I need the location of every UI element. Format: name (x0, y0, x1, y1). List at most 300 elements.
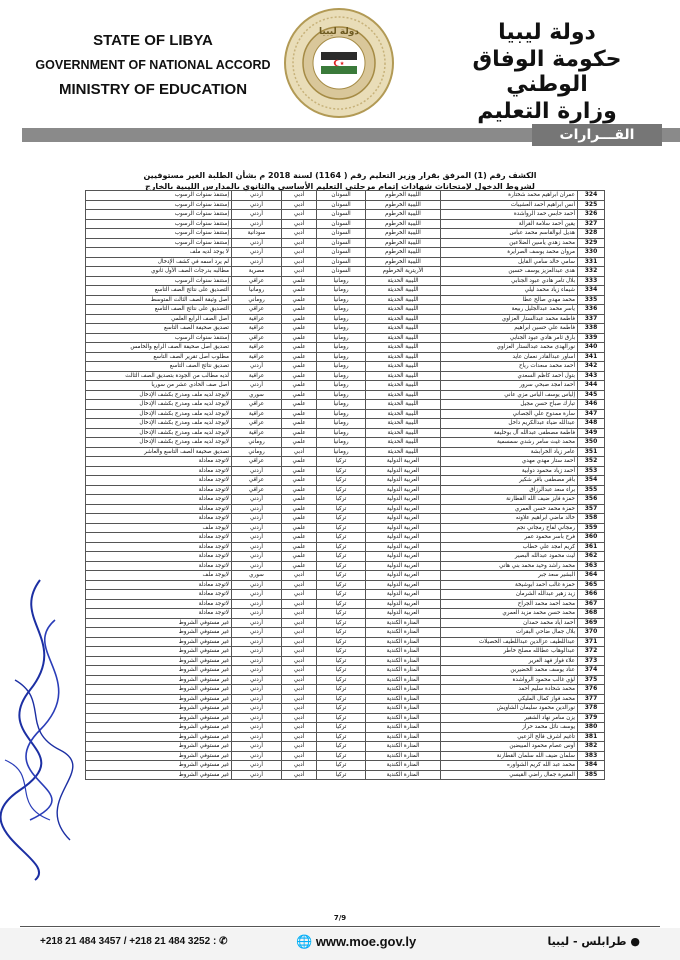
student-name-cell: ليث محمود عبدالله البصير (441, 552, 578, 562)
note-cell: غير مستوفي الشروط (86, 666, 232, 676)
country-cell: رومانيا (317, 295, 366, 305)
school-name-cell: المنارة الكندية (366, 618, 441, 628)
branch-cell: أدبي (282, 238, 317, 248)
note-cell: إستنفذ سنوات الرسوب (86, 200, 232, 210)
country-cell: تركيا (317, 742, 366, 752)
table-row (86, 371, 605, 381)
branch-cell: أدبي (282, 637, 317, 647)
student-name-cell: محمد مهدي صالح عطا (441, 295, 578, 305)
student-name-cell: بلال جمال ضاحي البقرات (441, 628, 578, 638)
table-row (86, 267, 605, 277)
school-name-cell: العربية الدولية (366, 552, 441, 562)
student-name-cell: عامر زياد الخرابشة (441, 447, 578, 457)
school-name-cell: الليبية الحديثة (366, 343, 441, 353)
table-row (86, 219, 605, 229)
row-number-cell: 341 (578, 352, 605, 362)
note-cell: غير مستوفي الشروط (86, 637, 232, 647)
note-cell: إستنفذ سنوات الرسوب (86, 191, 232, 201)
table-row (86, 514, 605, 524)
country-cell: تركيا (317, 599, 366, 609)
government-name-en: GOVERNMENT OF NATIONAL ACCORD (35, 58, 271, 72)
row-number-cell: 366 (578, 590, 605, 600)
branch-cell: علمي (282, 514, 317, 524)
student-name-cell: أوس عصام محمود المبيضين (441, 742, 578, 752)
nationality-cell: أردني (232, 381, 282, 391)
country-cell: تركيا (317, 732, 366, 742)
school-name-cell: المنارة الكندية (366, 713, 441, 723)
note-cell: تصديق صحيفة الصف التاسع والعاشر (86, 447, 232, 457)
country-cell: تركيا (317, 628, 366, 638)
nationality-cell: أردني (232, 191, 282, 201)
branch-cell: علمي (282, 400, 317, 410)
branch-cell: علمي (282, 305, 317, 315)
school-name-cell: الليبية الخرطوم (366, 200, 441, 210)
branch-cell: أدبي (282, 761, 317, 771)
note-cell: تصديق أصل صحيفة الصف الرابع والخامس (86, 343, 232, 353)
country-cell: تركيا (317, 770, 366, 780)
table-row (86, 685, 605, 695)
student-name-cell: أحمد ستار مهدي مهدي (441, 457, 578, 467)
note-cell: أصل وثيقة الصف الثالث المتوسط (86, 295, 232, 305)
row-number-cell: 324 (578, 191, 605, 201)
student-name-cell: حمزة فايز ضيف الله القطارنة (441, 495, 578, 505)
student-name-cell: أحمد امجد صبحي سرور (441, 381, 578, 391)
school-name-cell: العربية الدولية (366, 514, 441, 524)
table-row (86, 343, 605, 353)
table-row (86, 324, 605, 334)
nationality-cell: أردني (232, 685, 282, 695)
school-name-cell: العربية الدولية (366, 466, 441, 476)
branch-cell: أدبي (282, 447, 317, 457)
note-cell: إستنفذ سنوات الرسوب (86, 210, 232, 220)
table-row (86, 229, 605, 239)
row-number-cell: 367 (578, 599, 605, 609)
country-cell: تركيا (317, 571, 366, 581)
note-cell: لاتوجد معادلة (86, 466, 232, 476)
branch-cell: أدبي (282, 618, 317, 628)
student-name-cell: محمد أحمد محمد الجراح (441, 599, 578, 609)
school-name-cell: الليبية الحديثة (366, 352, 441, 362)
row-number-cell: 369 (578, 618, 605, 628)
country-cell: تركيا (317, 580, 366, 590)
nationality-cell: أردني (232, 694, 282, 704)
branch-cell: علمي (282, 295, 317, 305)
branch-cell: أدبي (282, 742, 317, 752)
location-icon: ● (630, 935, 640, 948)
table-row (86, 485, 605, 495)
note-cell: أصل صف الحادي عشر من سوريا (86, 381, 232, 391)
row-number-cell: 349 (578, 428, 605, 438)
nationality-cell: أردني (232, 751, 282, 761)
branch-cell: علمي (282, 362, 317, 372)
nationality-cell: أردني (232, 761, 282, 771)
school-name-cell: الليبية الحديثة (366, 286, 441, 296)
country-cell: السودان (317, 267, 366, 277)
school-name-cell: الليبية الحديثة (366, 409, 441, 419)
country-cell: تركيا (317, 647, 366, 657)
nationality-cell: عراقية (232, 324, 282, 334)
nationality-cell: أردني (232, 238, 282, 248)
country-cell: تركيا (317, 618, 366, 628)
row-number-cell: 358 (578, 514, 605, 524)
nationality-cell: عراقية (232, 343, 282, 353)
note-cell: لم يرد اسمه في كشف الإدخال (86, 257, 232, 267)
country-cell: تركيا (317, 761, 366, 771)
row-number-cell: 379 (578, 713, 605, 723)
school-name-cell: الليبية الحديثة (366, 428, 441, 438)
branch-cell: أدبي (282, 713, 317, 723)
nationality-cell: أردني (232, 542, 282, 552)
nationality-cell: سوري (232, 571, 282, 581)
row-number-cell: 332 (578, 267, 605, 277)
note-cell: لايوجد لديه ملف ومدرج بكشف الإدخال (86, 400, 232, 410)
school-name-cell: المنارة الكندية (366, 637, 441, 647)
student-name-cell: تاغيم اشرف فالح الزعبي (441, 732, 578, 742)
table-row (86, 504, 605, 514)
student-name-cell: فاطمة علي حسين ابراهيم (441, 324, 578, 334)
nationality-cell: رومانيا (232, 286, 282, 296)
phone-icon: ✆ (219, 936, 228, 947)
school-name-cell: الليبية الحديثة (366, 390, 441, 400)
nationality-cell: أردني (232, 770, 282, 780)
school-name-cell: الليبية الحديثة (366, 324, 441, 334)
note-cell: إستنفذ سنوات الرسوب (86, 238, 232, 248)
country-cell: رومانيا (317, 371, 366, 381)
branch-cell: علمي (282, 381, 317, 391)
table-row (86, 571, 605, 581)
nationality-cell: أردني (232, 590, 282, 600)
student-name-cell: سلمان ضيف الله سلمان القطارنة (441, 751, 578, 761)
student-name-cell: يقين أحمد سلامة القرالة (441, 219, 578, 229)
nationality-cell: عراقية (232, 371, 282, 381)
row-number-cell: 371 (578, 637, 605, 647)
row-number-cell: 350 (578, 438, 605, 448)
country-cell: رومانيا (317, 390, 366, 400)
branch-cell: أدبي (282, 580, 317, 590)
decisions-banner (0, 124, 680, 146)
student-name-cell: يزن سامر نهاد الشقير (441, 713, 578, 723)
note-cell: لاتوجد معادلة (86, 533, 232, 543)
note-cell: لاتوجد معادلة (86, 514, 232, 524)
nationality-cell: عراقي (232, 485, 282, 495)
row-number-cell: 353 (578, 466, 605, 476)
school-name-cell: العربية الدولية (366, 533, 441, 543)
table-row (86, 495, 605, 505)
branch-cell: علمي (282, 495, 317, 505)
country-cell: تركيا (317, 476, 366, 486)
school-name-cell: المنارة الكندية (366, 647, 441, 657)
note-cell: لاتوجد معادلة (86, 504, 232, 514)
table-row (86, 523, 605, 533)
branch-cell: علمي (282, 286, 317, 296)
student-name-cell: عناد يوسف محمد الخضيرين (441, 666, 578, 676)
school-name-cell: العربية الدولية (366, 457, 441, 467)
table-row (86, 362, 605, 372)
note-cell: تصديق صحيفة الصف التاسع (86, 324, 232, 334)
note-cell: مطلوب أصل تقرير الصف التاسع (86, 352, 232, 362)
branch-cell: أدبي (282, 609, 317, 619)
nationality-cell: عراقي (232, 400, 282, 410)
table-row (86, 533, 605, 543)
students-table (85, 190, 605, 780)
globe-icon: 🌐 (296, 934, 313, 949)
branch-cell: علمي (282, 324, 317, 334)
row-number-cell: 360 (578, 533, 605, 543)
row-number-cell: 364 (578, 571, 605, 581)
note-cell: لاتوجد معادلة (86, 542, 232, 552)
note-cell: إستنفذ سنوات الرسوب (86, 333, 232, 343)
table-row (86, 580, 605, 590)
branch-cell: علمي (282, 419, 317, 429)
note-cell: إستنفذ سنوات الرسوب (86, 229, 232, 239)
table-row (86, 599, 605, 609)
table-row (86, 552, 605, 562)
country-cell: تركيا (317, 504, 366, 514)
country-cell: السودان (317, 229, 366, 239)
note-cell: غير مستوفي الشروط (86, 770, 232, 780)
note-cell: غير مستوفي الشروط (86, 713, 232, 723)
nationality-cell: عراقي (232, 333, 282, 343)
country-cell: رومانيا (317, 428, 366, 438)
table-row (86, 713, 605, 723)
table-row (86, 770, 605, 780)
branch-cell: أدبي (282, 248, 317, 258)
student-name-cell: شيماء زياد محمد ليلي (441, 286, 578, 296)
student-name-cell: إلياس يوسف الياس مزي عاني (441, 390, 578, 400)
row-number-cell: 348 (578, 419, 605, 429)
school-name-cell: الليبية الحديثة (366, 447, 441, 457)
note-cell: غير مستوفي الشروط (86, 694, 232, 704)
nationality-cell: أردني (232, 523, 282, 533)
row-number-cell: 345 (578, 390, 605, 400)
country-cell: رومانيا (317, 381, 366, 391)
nationality-cell: عراقي (232, 419, 282, 429)
nationality-cell: أردني (232, 742, 282, 752)
branch-cell: علمي (282, 371, 317, 381)
website-link[interactable]: www.moe.gov.ly (315, 934, 417, 949)
country-cell: تركيا (317, 656, 366, 666)
branch-cell: أدبي (282, 656, 317, 666)
student-name-cell: بتول أحمد كاظم السعدي (441, 371, 578, 381)
table-row (86, 191, 605, 201)
country-cell: السودان (317, 210, 366, 220)
nationality-cell: أردني (232, 609, 282, 619)
branch-cell: علمي (282, 390, 317, 400)
table-row (86, 276, 605, 286)
country-cell: رومانيا (317, 276, 366, 286)
table-row (86, 466, 605, 476)
nationality-cell: عراقية (232, 428, 282, 438)
table-row (86, 637, 605, 647)
note-cell: لاتوجد معادلة (86, 561, 232, 571)
row-number-cell: 376 (578, 685, 605, 695)
table-body (86, 191, 605, 780)
row-number-cell: 381 (578, 732, 605, 742)
school-name-cell: العربية الدولية (366, 485, 441, 495)
school-name-cell: العربية الدولية (366, 504, 441, 514)
branch-cell: علمي (282, 457, 317, 467)
nationality-cell: أردني (232, 732, 282, 742)
table-row (86, 381, 605, 391)
row-number-cell: 356 (578, 495, 605, 505)
table-row (86, 390, 605, 400)
student-name-cell: أحمد حابس حمد الرواشدة (441, 210, 578, 220)
row-number-cell: 383 (578, 751, 605, 761)
student-name-cell: عبداللطيف عزالدين عبداللطيف الخصيلات (441, 637, 578, 647)
school-name-cell: المنارة الكندية (366, 751, 441, 761)
note-cell: لاتوجد معادلة (86, 476, 232, 486)
student-name-cell: براء سعد عبدالرزاق (441, 485, 578, 495)
country-cell: رومانيا (317, 400, 366, 410)
school-name-cell: الليبية الخرطوم (366, 238, 441, 248)
phone-numbers: +218 21 484 3457 / +218 21 484 3252 : (40, 936, 217, 947)
table-row (86, 694, 605, 704)
school-name-cell: المنارة الكندية (366, 666, 441, 676)
country-cell: تركيا (317, 485, 366, 495)
country-cell: رومانيا (317, 362, 366, 372)
branch-cell: أدبي (282, 257, 317, 267)
note-cell: لاتوجد معادلة (86, 552, 232, 562)
school-name-cell: الليبية الخرطوم (366, 248, 441, 258)
table-row (86, 723, 605, 733)
branch-cell: أدبي (282, 590, 317, 600)
note-cell: غير مستوفي الشروط (86, 647, 232, 657)
student-name-cell: يوسف نائل محمد حراز (441, 723, 578, 733)
footer-website[interactable] (296, 934, 416, 950)
branch-cell: علمي (282, 438, 317, 448)
branch-cell: علمي (282, 276, 317, 286)
signature-icon (0, 560, 120, 890)
table-row (86, 428, 605, 438)
table-row (86, 305, 605, 315)
country-cell: تركيا (317, 704, 366, 714)
country-cell: رومانيا (317, 343, 366, 353)
country-cell: تركيا (317, 514, 366, 524)
note-cell: غير مستوفي الشروط (86, 656, 232, 666)
footer-city (547, 935, 640, 948)
row-number-cell: 373 (578, 656, 605, 666)
table-row (86, 286, 605, 296)
country-cell: تركيا (317, 590, 366, 600)
branch-cell: علمي (282, 428, 317, 438)
student-name-cell: سامي خالد سامي القايل (441, 257, 578, 267)
row-number-cell: 337 (578, 314, 605, 324)
row-number-cell: 328 (578, 229, 605, 239)
row-number-cell: 375 (578, 675, 605, 685)
branch-cell: أدبي (282, 770, 317, 780)
country-cell: رومانيا (317, 305, 366, 315)
row-number-cell: 374 (578, 666, 605, 676)
student-name-cell: حمزة غالب أحمد ابوشيخة (441, 580, 578, 590)
nationality-cell: روماني (232, 447, 282, 457)
english-header (28, 28, 278, 98)
note-cell: لايوجد لديه ملف ومدرج بكشف الإدخال (86, 428, 232, 438)
table-row (86, 675, 605, 685)
table-row (86, 618, 605, 628)
table-row (86, 628, 605, 638)
government-name-ar: حكومة الوفاق الوطني (472, 47, 622, 97)
school-name-cell: المنارة الكندية (366, 656, 441, 666)
student-name-cell: محمد حسن محمد مزيد العمري (441, 609, 578, 619)
note-cell: لا يوجد لديه ملف (86, 248, 232, 258)
school-name-cell: المنارة الكندية (366, 704, 441, 714)
school-name-cell: الليبية الحديثة (366, 438, 441, 448)
student-name-cell: بارق ثامر هادي عبود الجنابي (441, 333, 578, 343)
student-name-cell: نورالهدى محمد عبدالستار العزاوي (441, 343, 578, 353)
nationality-cell: أردني (232, 514, 282, 524)
note-cell: لاتوجد معادلة (86, 457, 232, 467)
nationality-cell: عراقية (232, 352, 282, 362)
row-number-cell: 354 (578, 476, 605, 486)
school-name-cell: العربية الدولية (366, 523, 441, 533)
row-number-cell: 357 (578, 504, 605, 514)
school-name-cell: المنارة الكندية (366, 628, 441, 638)
branch-cell: علمي (282, 561, 317, 571)
country-cell: رومانيا (317, 352, 366, 362)
branch-cell: أدبي (282, 704, 317, 714)
note-cell: لاتوجد معادلة (86, 495, 232, 505)
row-number-cell: 384 (578, 761, 605, 771)
note-cell: مطالبه بدرجات الصف الأول ثانوي (86, 267, 232, 277)
title-line-2: لشروط الدخول لإمتحانات شهادات إتمام مرحلتي التعليم الأساسي والثانوي بالمدارس الليبية بالخارج (145, 182, 535, 191)
note-cell: لايوجد لديه ملف ومدرج بكشف الإدخال (86, 438, 232, 448)
school-name-cell: الليبية الحديثة (366, 362, 441, 372)
branch-cell: أدبي (282, 732, 317, 742)
branch-cell: أدبي (282, 229, 317, 239)
student-name-cell: باقر مصطفى باقر شكير (441, 476, 578, 486)
country-cell: رومانيا (317, 286, 366, 296)
student-name-cell: محمد عبد الله كريم الشواوره (441, 761, 578, 771)
row-number-cell: 351 (578, 447, 605, 457)
country-cell: السودان (317, 257, 366, 267)
school-name-cell: العربية الدولية (366, 609, 441, 619)
note-cell: لايوجد لديه ملف ومدرج بكشف الإدخال (86, 419, 232, 429)
branch-cell: علمي (282, 343, 317, 353)
branch-cell: علمي (282, 466, 317, 476)
country-cell: تركيا (317, 542, 366, 552)
branch-cell: أدبي (282, 219, 317, 229)
row-number-cell: 339 (578, 333, 605, 343)
row-number-cell: 329 (578, 238, 605, 248)
nationality-cell: أردني (232, 656, 282, 666)
arabic-header (442, 20, 652, 124)
school-name-cell: الليبية الحديثة (366, 276, 441, 286)
student-name-cell: لؤي غالب محمود الرواشدة (441, 675, 578, 685)
school-name-cell: الأريترية الخرطوم (366, 267, 441, 277)
branch-cell: أدبي (282, 200, 317, 210)
row-number-cell: 336 (578, 305, 605, 315)
note-cell: لاتوجد معادلة (86, 485, 232, 495)
student-name-cell: هدى عبدالعزيز يوسف حسين (441, 267, 578, 277)
country-cell: تركيا (317, 466, 366, 476)
student-name-cell: عبدالله ضياء عبدالكريم داخل (441, 419, 578, 429)
branch-cell: أدبي (282, 723, 317, 733)
school-name-cell: المنارة الكندية (366, 675, 441, 685)
student-name-cell: نورالدين محمود سليمان الشاويش (441, 704, 578, 714)
table-row (86, 647, 605, 657)
table-row (86, 656, 605, 666)
nationality-cell: أردني (232, 466, 282, 476)
row-number-cell: 355 (578, 485, 605, 495)
footer-phones (40, 936, 227, 947)
student-name-cell: تبارك صباح حسن مجيل (441, 400, 578, 410)
school-name-cell: العربية الدولية (366, 599, 441, 609)
row-number-cell: 347 (578, 409, 605, 419)
school-name-cell: الليبية الخرطوم (366, 191, 441, 201)
row-number-cell: 361 (578, 542, 605, 552)
country-cell: تركيا (317, 694, 366, 704)
branch-cell: علمي (282, 333, 317, 343)
